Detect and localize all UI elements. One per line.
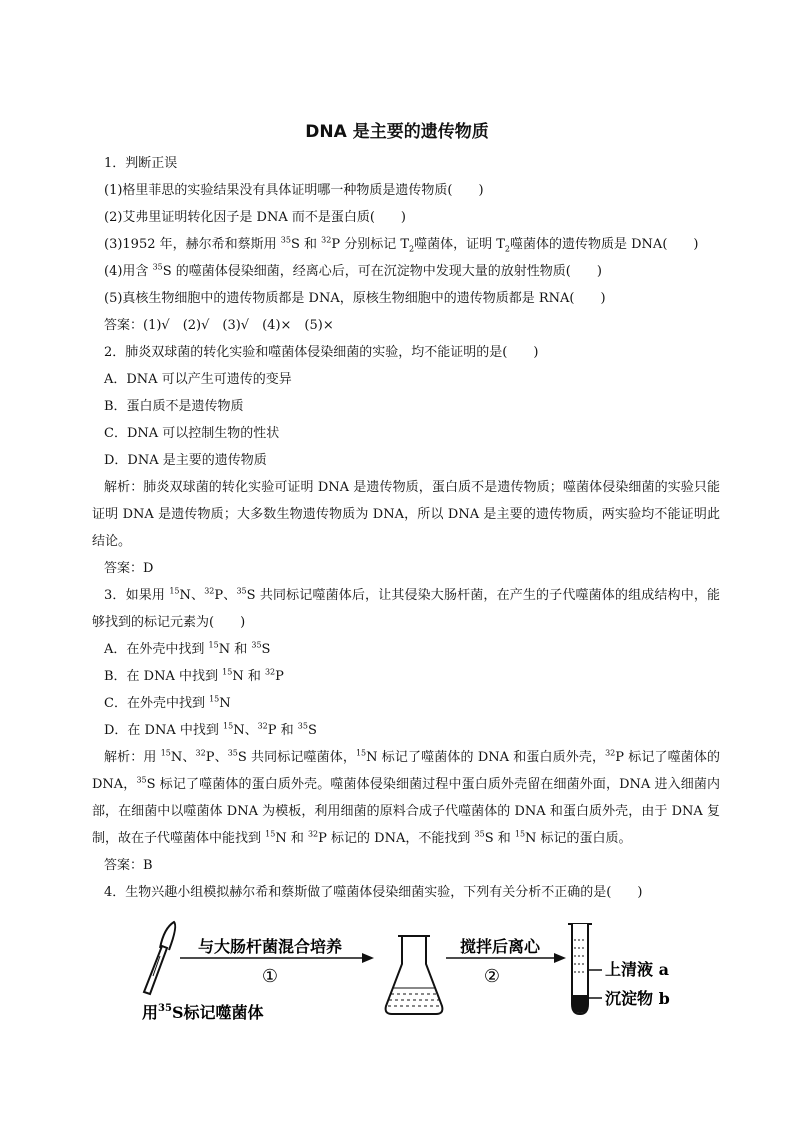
q2-option-b: B．蛋白质不是遗传物质 xyxy=(104,399,244,414)
q1-item-1: (1)格里菲思的实验结果没有具体证明哪一种物质是遗传物质( ) xyxy=(104,183,484,198)
dropper-icon xyxy=(144,922,175,994)
sediment-label: 沉淀物 b xyxy=(605,989,670,1008)
step1-label: 与大肠杆菌混合培养 xyxy=(197,937,343,956)
dropper-caption: 用$^{35}$S标记噬菌体 xyxy=(142,1003,264,1022)
q3-analysis: 解析：用 $^{15}$N、$^{32}$P、$^{35}$S 共同标记噬菌体，$^{15}$N 标记了噬菌体的 DNA 和蛋白质外壳，$^{32}$P 标记了噬菌体的 DNA，$^{35}$S 标记了噬菌体的蛋白质外壳。噬菌体侵染细菌过程中蛋白质外壳留在细菌外面，DNA 进入细菌内部，在细菌中以噬菌体 DNA 为模板，利用细菌的原料合成子代噬菌体的 DNA 和蛋白质外壳，由于 DNA 复制，故在子代噬菌体中能找到 $^{15}$N 和 $^{32}$P 标记的 DNA，不能找到 $^{35}$S 和 $^{15}$N 标记的蛋白质。 xyxy=(92,748,721,846)
arrow-head-2 xyxy=(554,953,566,963)
q4-stem: 4．生物兴趣小组模拟赫尔希和蔡斯做了噬菌体侵染细菌实验，下列有关分析不正确的是( ) xyxy=(104,885,643,900)
flask-icon xyxy=(386,936,443,1014)
step1-number: ① xyxy=(261,966,279,987)
q1-item-4: (4)用含 $^{35}$S 的噬菌体侵染细菌，经离心后，可在沉淀物中发现大量的放射性物质( ) xyxy=(104,262,602,279)
q1-item-5: (5)真核生物细胞中的遗传物质都是 DNA，原核生物细胞中的遗传物质都是 RNA( ) xyxy=(104,291,606,306)
q1-heading: 1．判断正误 xyxy=(104,156,178,171)
page-title: DNA 是主要的遗传物质 xyxy=(305,122,489,142)
q1-item-2: (2)艾弗里证明转化因子是 DNA 而不是蛋白质( ) xyxy=(104,210,407,225)
q3-answer: 答案：B xyxy=(104,858,153,873)
q2-stem: 2．肺炎双球菌的转化实验和噬菌体侵染细菌的实验，均不能证明的是( ) xyxy=(104,345,539,360)
q1-item-3: (3)1952 年，赫尔希和蔡斯用 $^{35}$S 和 $^{32}$P 分别标记 $T_2$噬菌体，证明 $T_2$噬菌体的遗传物质是 DNA( ) xyxy=(104,235,699,254)
test-tube-icon xyxy=(568,924,592,1014)
experiment-diagram xyxy=(140,918,700,1030)
step2-number: ② xyxy=(483,966,501,987)
document-body xyxy=(92,150,720,906)
q3-stem: 3．如果用 $^{15}$N、$^{32}$P、$^{35}$S 共同标记噬菌体后，让其侵染大肠杆菌，在产生的子代噬菌体的组成结构中，能够找到的标记元素为( ) xyxy=(92,586,721,630)
q2-answer: 答案：D xyxy=(104,561,154,576)
q2-analysis: 解析：肺炎双球菌的转化实验可证明 DNA 是遗传物质，蛋白质不是遗传物质；噬菌体侵染细菌的实验只能证明 DNA 是遗传物质；大多数生物遗传物质为 DNA，所以 DNA 是主要的遗传物质，两实验均不能证明此结论。 xyxy=(92,480,720,549)
q2-option-a: A．DNA 可以产生可遗传的变异 xyxy=(104,372,292,387)
q3-option-d: D．在 DNA 中找到 $^{15}$N、$^{32}$P 和 $^{35}$S xyxy=(104,721,317,738)
supernatant-label: 上清液 a xyxy=(605,960,669,979)
q2-option-d: D．DNA 是主要的遗传物质 xyxy=(104,453,267,468)
q1-answer: 答案：(1)√ (2)√ (3)√ (4)× (5)× xyxy=(104,318,334,333)
q3-option-a: A．在外壳中找到 $^{15}$N 和 $^{35}$S xyxy=(104,640,271,657)
q3-option-b: B．在 DNA 中找到 $^{15}$N 和 $^{32}$P xyxy=(104,667,284,684)
q2-option-c: C．DNA 可以控制生物的性状 xyxy=(104,426,280,441)
step2-label: 搅拌后离心 xyxy=(459,937,541,956)
q3-option-c: C．在外壳中找到 $^{15}$N xyxy=(104,694,231,711)
arrow-head-1 xyxy=(362,953,374,963)
